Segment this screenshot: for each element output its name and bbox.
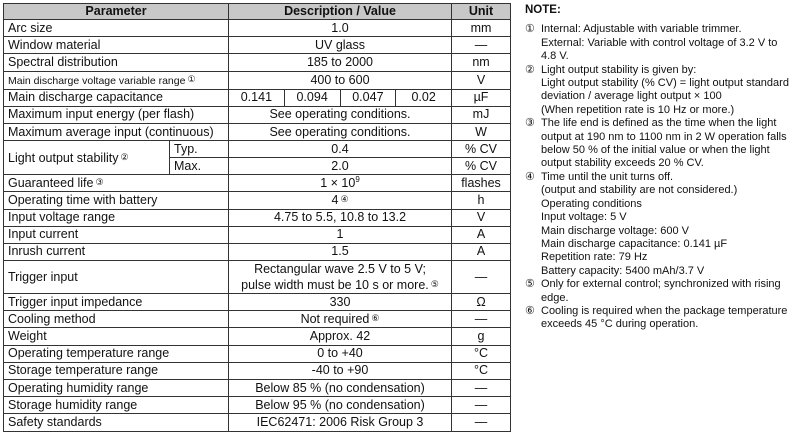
stability-typ-value: 0.4 <box>331 141 349 156</box>
table-row <box>4 362 511 379</box>
param-trigger-impedance: Trigger input impedance <box>4 294 229 311</box>
param-spectral: Spectral distribution <box>4 54 229 71</box>
param-capacitance: Main discharge capacitance <box>4 89 229 106</box>
value-trigger <box>229 261 452 294</box>
value-safety: IEC62471: 2006 Risk Group 3 <box>229 414 452 431</box>
unit-capacitance: µF <box>452 89 511 106</box>
table-row <box>4 71 511 89</box>
note-number: ⑤ <box>525 278 535 291</box>
table-row <box>4 175 511 192</box>
note-line: Input voltage: 5 V <box>541 211 627 224</box>
note-number: ② <box>525 63 535 76</box>
note-line: Main discharge voltage: 600 V <box>541 224 689 237</box>
capacitance-value: 0.094 <box>284 90 340 106</box>
unit-main-discharge-range: V <box>452 71 511 89</box>
note-line: Light output stability is given by: <box>541 63 697 76</box>
table-row <box>4 414 511 431</box>
stability-typ-label: Typ. <box>170 141 229 158</box>
param-max-avg-input: Maximum average input (continuous) <box>4 123 229 140</box>
note-number: ⑥ <box>525 304 535 317</box>
note-line: (When repetition rate is 10 Hz or more.) <box>541 103 735 116</box>
unit-op-temp: °C <box>452 345 511 362</box>
stability-max-value: 2.0 <box>229 158 451 175</box>
unit-stability <box>452 141 511 175</box>
unit-op-humidity: — <box>452 380 511 397</box>
life-base: 1 × 10 <box>320 175 356 190</box>
param-life-text: Guaranteed life <box>8 176 94 191</box>
note-mark-1: ① <box>187 73 196 84</box>
capacitance-value: 0.047 <box>340 90 396 106</box>
param-trigger: Trigger input <box>4 261 229 294</box>
value-stability <box>229 141 452 175</box>
table-row <box>4 209 511 226</box>
note-line: Time until the unit turns off. <box>541 170 674 183</box>
note-line: Only for external control; synchronized with rising edge. <box>541 278 781 304</box>
note-item <box>525 171 795 278</box>
unit-window: — <box>452 37 511 54</box>
note-line: Cooling is required when the package temperature exceeds 45 °C during operation. <box>541 304 788 331</box>
unit-battery-time: h <box>452 192 511 209</box>
note-item <box>525 117 795 171</box>
param-safety: Safety standards <box>4 414 229 431</box>
param-life <box>4 175 229 192</box>
param-input-voltage: Input voltage range <box>4 209 229 226</box>
notes-panel <box>525 4 795 332</box>
value-main-discharge-range: 400 to 600 <box>229 71 452 89</box>
value-cooling <box>229 311 452 328</box>
stability-max-unit: % CV <box>452 158 510 175</box>
table-header-row <box>4 4 511 20</box>
note-number: ① <box>525 23 535 36</box>
value-max-energy: See operating conditions. <box>229 106 452 123</box>
param-op-temp: Operating temperature range <box>4 345 229 362</box>
note-body <box>541 305 795 332</box>
life-exponent: 9 <box>355 174 360 184</box>
specifications-table <box>3 3 511 432</box>
param-window: Window material <box>4 37 229 54</box>
note-body <box>541 278 795 305</box>
table-row <box>4 20 511 37</box>
note-line: Main discharge capacitance: 0.141 µF <box>541 237 728 250</box>
value-life <box>229 175 452 192</box>
note-mark-2: ② <box>120 151 129 162</box>
unit-max-avg-input: W <box>452 123 511 140</box>
param-stability <box>4 141 229 175</box>
value-inrush: 1.5 <box>229 243 452 260</box>
param-input-current: Input current <box>4 226 229 243</box>
note-body <box>541 171 795 278</box>
value-op-temp: 0 to +40 <box>229 345 452 362</box>
param-main-discharge-range-text: Main discharge voltage variable range <box>8 74 186 87</box>
capacitance-value: 0.141 <box>240 89 273 104</box>
unit-weight: g <box>452 328 511 345</box>
param-stability-text: Light output stability <box>8 150 119 165</box>
notes-title: NOTE: <box>525 4 561 16</box>
unit-max-energy: mJ <box>452 106 511 123</box>
value-spectral: 185 to 2000 <box>229 54 452 71</box>
note-body <box>541 64 795 118</box>
stability-max-label: Max. <box>170 158 229 175</box>
table-row <box>4 106 511 123</box>
value-window: UV glass <box>229 37 452 54</box>
table-row <box>4 37 511 54</box>
unit-safety: — <box>452 414 511 431</box>
table-row <box>4 89 511 106</box>
table-row <box>4 192 511 209</box>
value-input-current: 1 <box>229 226 452 243</box>
param-max-energy: Maximum input energy (per flash) <box>4 106 229 123</box>
note-line: Internal: Adjustable with variable trimmer. <box>541 23 742 36</box>
value-input-voltage: 4.75 to 5.5, 10.8 to 13.2 <box>229 209 452 226</box>
value-trigger-impedance: 330 <box>229 294 452 311</box>
note-item <box>525 23 795 63</box>
unit-spectral: nm <box>452 54 511 71</box>
note-item <box>525 278 795 305</box>
header-description: Description / Value <box>229 4 452 20</box>
table-row <box>4 261 511 294</box>
value-capacitance <box>229 89 452 106</box>
header-parameter: Parameter <box>4 4 229 20</box>
param-op-humidity: Operating humidity range <box>4 380 229 397</box>
value-max-avg-input: See operating conditions. <box>229 123 452 140</box>
table-row <box>4 311 511 328</box>
table-row <box>4 397 511 414</box>
unit-arc-size: mm <box>452 20 511 37</box>
note-line: Light output stability (% CV) = light output standard deviation / average light output × 100 <box>541 77 789 103</box>
trigger-line-1: Rectangular wave 2.5 V to 5 V; <box>254 261 426 276</box>
table-row <box>4 226 511 243</box>
unit-input-voltage: V <box>452 209 511 226</box>
note-body <box>541 23 795 63</box>
stability-typ-unit: % CV <box>465 141 497 156</box>
unit-input-current: A <box>452 226 511 243</box>
param-cooling: Cooling method <box>4 311 229 328</box>
unit-trigger: — <box>452 261 511 294</box>
param-inrush: Inrush current <box>4 243 229 260</box>
unit-storage-temp: °C <box>452 362 511 379</box>
header-unit: Unit <box>452 4 511 20</box>
param-arc-size: Arc size <box>4 20 229 37</box>
value-storage-humidity: Below 95 % (no condensation) <box>229 397 452 414</box>
value-op-humidity: Below 85 % (no condensation) <box>229 380 452 397</box>
note-line: (output and stability are not considered.) <box>541 184 738 197</box>
note-mark-4: ④ <box>340 194 349 205</box>
table-row <box>4 345 511 362</box>
notes-list <box>525 23 795 331</box>
note-line: Repetition rate: 79 Hz <box>541 251 648 264</box>
trigger-line-2 <box>233 277 447 293</box>
table-row <box>4 294 511 311</box>
table-row <box>4 123 511 140</box>
param-storage-humidity: Storage humidity range <box>4 397 229 414</box>
value-battery-time <box>229 192 452 209</box>
unit-life: flashes <box>452 175 511 192</box>
param-storage-temp: Storage temperature range <box>4 362 229 379</box>
note-number: ③ <box>525 117 535 130</box>
unit-cooling: — <box>452 311 511 328</box>
unit-storage-humidity: — <box>452 397 511 414</box>
table-row <box>4 243 511 260</box>
note-line: Operating conditions <box>541 197 642 210</box>
param-main-discharge-range <box>4 71 229 89</box>
table-row <box>4 141 511 175</box>
note-mark-6: ⑥ <box>371 313 380 324</box>
value-storage-temp: -40 to +90 <box>229 362 452 379</box>
param-stability-label <box>4 141 170 174</box>
table-row <box>4 380 511 397</box>
note-line: The life end is defined as the time when the light output at 190 nm to 1100 nm in 2 W operation falls below 50 % of the initial value or when the light output stability exceeds 20 % CV. <box>541 117 787 170</box>
capacitance-value: 0.02 <box>395 90 451 106</box>
note-mark-3: ③ <box>95 177 104 188</box>
table-row <box>4 328 511 345</box>
note-line: Battery capacity: 5400 mAh/3.7 V <box>541 264 705 277</box>
param-battery-time: Operating time with battery <box>4 192 229 209</box>
value-arc-size: 1.0 <box>229 20 452 37</box>
note-mark-5: ⑤ <box>430 278 439 289</box>
unit-trigger-impedance: Ω <box>452 294 511 311</box>
note-item <box>525 64 795 118</box>
value-weight: Approx. 42 <box>229 328 452 345</box>
trigger-line-2-text: pulse width must be 10 s or more. <box>241 277 429 292</box>
note-line: External: Variable with control voltage of 3.2 V to 4.8 V. <box>541 36 778 63</box>
note-number: ④ <box>525 170 535 183</box>
note-body <box>541 117 795 171</box>
battery-time-value: 4 <box>331 193 339 208</box>
param-weight: Weight <box>4 328 229 345</box>
cooling-value: Not required <box>300 312 370 327</box>
table-row <box>4 54 511 71</box>
note-item <box>525 305 795 332</box>
unit-inrush: A <box>452 243 511 260</box>
